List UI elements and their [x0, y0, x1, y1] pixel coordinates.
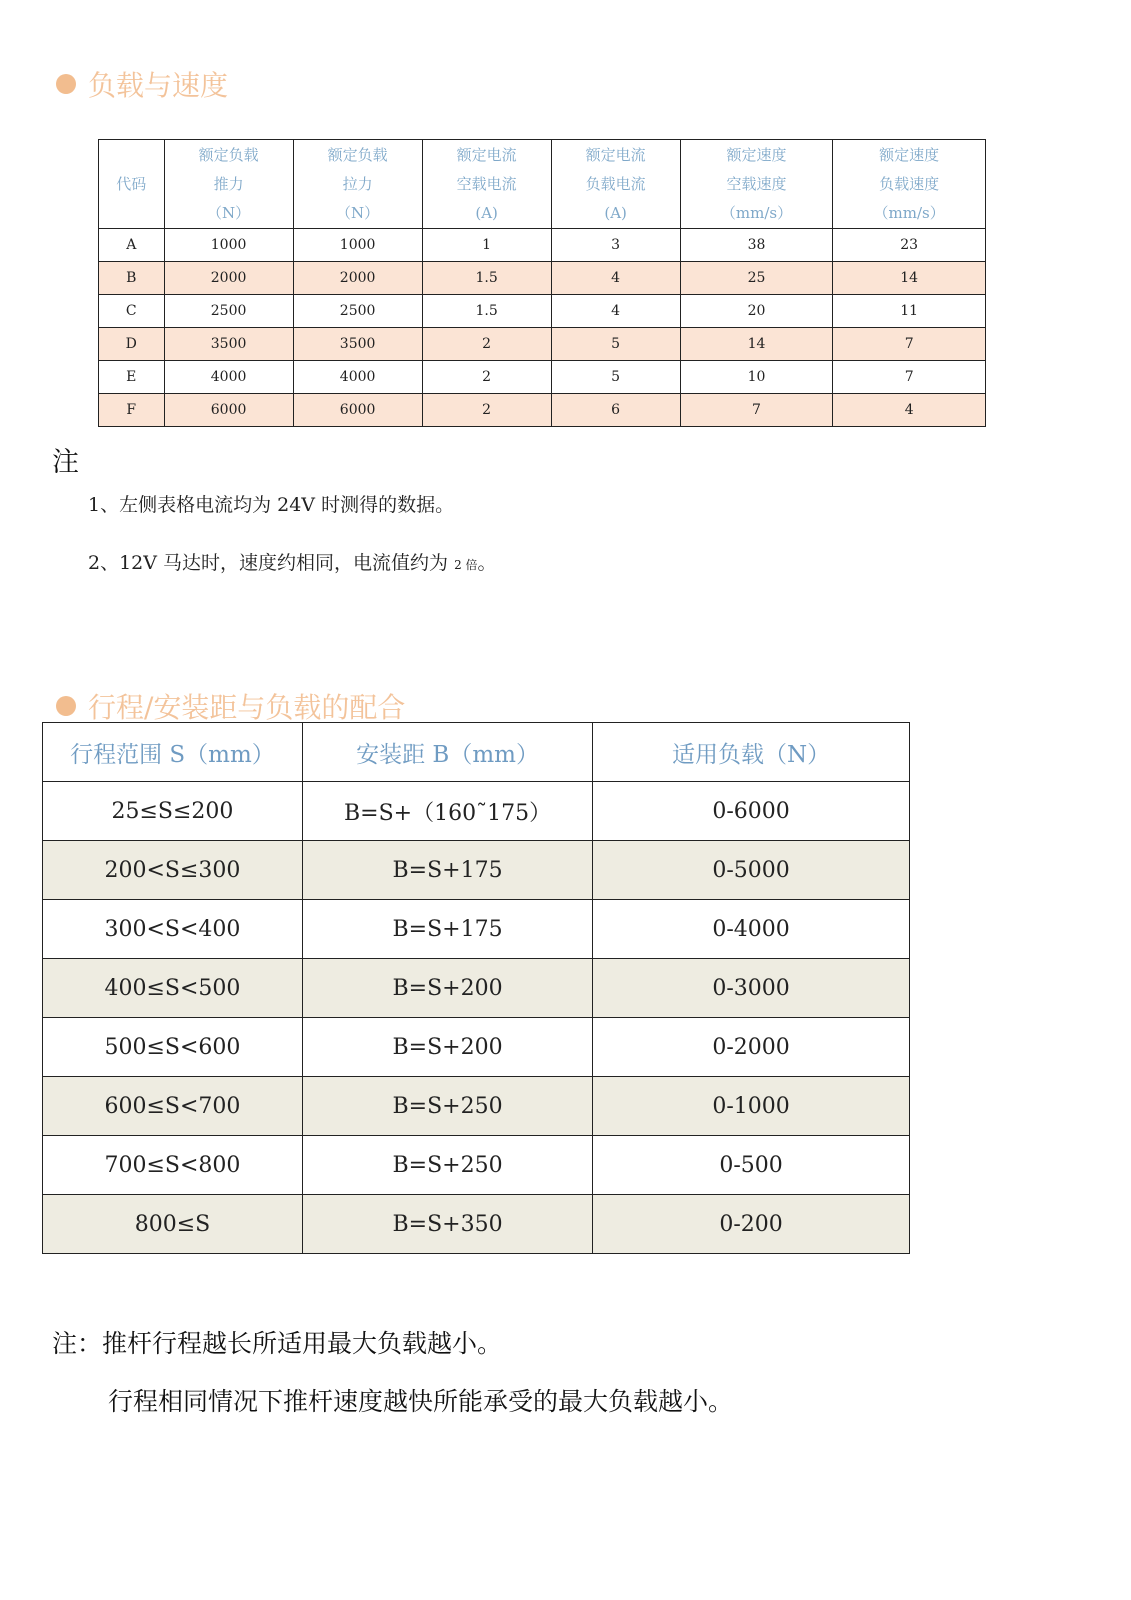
table-cell: 3500	[293, 328, 422, 361]
table-cell: B=S+250	[302, 1077, 592, 1136]
table-row	[43, 900, 910, 959]
table-cell: 11	[833, 295, 986, 328]
table-header-cell	[164, 140, 293, 229]
header-line: 额定速度	[726, 145, 787, 164]
header-line: 负载电流	[585, 174, 646, 193]
table-row	[99, 394, 986, 427]
table-row	[43, 1018, 910, 1077]
table-cell: 20	[680, 295, 833, 328]
table-cell: 200<S≤300	[43, 841, 303, 900]
table-cell: 4	[833, 394, 986, 427]
header-line: 额定电流	[456, 145, 517, 164]
header-line: （N）	[207, 203, 251, 222]
table-cell: 14	[680, 328, 833, 361]
header-line: 空载电流	[456, 174, 517, 193]
table-cell: 23	[833, 229, 986, 262]
note-heading: 注	[52, 447, 79, 478]
table-row	[43, 1077, 910, 1136]
table-row	[99, 229, 986, 262]
table-cell: 2000	[293, 262, 422, 295]
section-title-text: 行程/安装距与负载的配合	[88, 691, 406, 724]
table-cell: 0-1000	[593, 1077, 910, 1136]
table-cell: 500≤S<600	[43, 1018, 303, 1077]
header-line: 代码	[116, 174, 147, 193]
table-cell: B=S+175	[302, 900, 592, 959]
table-cell: 800≤S	[43, 1195, 303, 1254]
table-cell: 0-5000	[593, 841, 910, 900]
table-row	[99, 328, 986, 361]
table-cell: 5	[551, 328, 680, 361]
table-cell: 3	[551, 229, 680, 262]
header-line: （mm/s）	[873, 203, 945, 222]
header-line: 额定负载	[327, 145, 388, 164]
table-row	[99, 295, 986, 328]
table-cell: C	[99, 295, 165, 328]
bottom-note-line-1: 注：推杆行程越长所适用最大负载越小。	[52, 1329, 503, 1358]
table-header-row	[43, 723, 910, 782]
section-title-load-speed	[56, 64, 228, 104]
table-cell: 1	[422, 229, 551, 262]
table-cell: 7	[833, 361, 986, 394]
table-cell: 0-2000	[593, 1018, 910, 1077]
header-line: （N）	[336, 203, 380, 222]
bullet-dot-icon	[56, 696, 76, 716]
table-cell: B=S+350	[302, 1195, 592, 1254]
table-cell: 2	[422, 394, 551, 427]
note-line-2-end: 。	[477, 552, 497, 574]
table-cell: 3500	[164, 328, 293, 361]
table-cell: 0-4000	[593, 900, 910, 959]
header-line: 拉力	[342, 174, 373, 193]
table-cell: 14	[833, 262, 986, 295]
table-header-cell	[833, 140, 986, 229]
table-cell: 1.5	[422, 262, 551, 295]
table-cell: 4	[551, 295, 680, 328]
table-cell: 38	[680, 229, 833, 262]
header-line: 负载速度	[879, 174, 940, 193]
table-cell: 25≤S≤200	[43, 782, 303, 841]
table-cell: 25	[680, 262, 833, 295]
table-cell: 6	[551, 394, 680, 427]
table-cell: E	[99, 361, 165, 394]
table-header-cell	[422, 140, 551, 229]
section-title-text: 负载与速度	[88, 69, 229, 102]
table-cell: 2000	[164, 262, 293, 295]
table-cell: 7	[833, 328, 986, 361]
table-cell: 7	[680, 394, 833, 427]
table-cell: 2	[422, 328, 551, 361]
table-cell: 4000	[293, 361, 422, 394]
table-row	[99, 361, 986, 394]
header-line: 推力	[213, 174, 244, 193]
table-cell: 10	[680, 361, 833, 394]
table-row	[43, 1195, 910, 1254]
table-row	[99, 262, 986, 295]
table-cell: 0-3000	[593, 959, 910, 1018]
table-cell: 2	[422, 361, 551, 394]
table-header-cell: 安装距 B（mm）	[302, 723, 592, 782]
table-row	[43, 1136, 910, 1195]
table-cell: F	[99, 394, 165, 427]
table-cell: B=S+175	[302, 841, 592, 900]
note-line-2	[88, 548, 497, 575]
table-row	[43, 959, 910, 1018]
table-cell: 5	[551, 361, 680, 394]
note-line-2-small: 2 倍	[454, 558, 478, 572]
table-cell: 0-6000	[593, 782, 910, 841]
table-cell: 0-500	[593, 1136, 910, 1195]
table-cell: 300<S<400	[43, 900, 303, 959]
header-line: 额定负载	[198, 145, 259, 164]
load-speed-table	[98, 139, 986, 427]
header-line: (A)	[604, 203, 627, 222]
table-header-row	[99, 140, 986, 229]
bullet-dot-icon	[56, 74, 76, 94]
table-header-cell	[293, 140, 422, 229]
header-line: 额定速度	[879, 145, 940, 164]
table-cell: 1.5	[422, 295, 551, 328]
table-cell: 2500	[293, 295, 422, 328]
header-line: 额定电流	[585, 145, 646, 164]
header-line: 空载速度	[726, 174, 787, 193]
table-header-cell	[551, 140, 680, 229]
table-row	[43, 782, 910, 841]
section-title-stroke-load	[56, 686, 405, 726]
table-cell: 0-200	[593, 1195, 910, 1254]
table-cell: A	[99, 229, 165, 262]
table-cell: B=S+250	[302, 1136, 592, 1195]
table-row	[43, 841, 910, 900]
table-cell: 1000	[164, 229, 293, 262]
table-cell: 6000	[293, 394, 422, 427]
table-cell: B=S+200	[302, 959, 592, 1018]
table-cell: 4	[551, 262, 680, 295]
table-cell: B	[99, 262, 165, 295]
bottom-note-line-2: 行程相同情况下推杆速度越快所能承受的最大负载越小。	[108, 1387, 734, 1416]
note-line-1: 1、左侧表格电流均为 24V 时测得的数据。	[88, 494, 455, 516]
header-line: (A)	[475, 203, 498, 222]
table-cell: B=S+200	[302, 1018, 592, 1077]
header-line: （mm/s）	[720, 203, 793, 222]
stroke-load-table	[42, 722, 910, 1254]
table-cell: 600≤S<700	[43, 1077, 303, 1136]
table-header-cell: 适用负载（N）	[593, 723, 910, 782]
table-cell: B=S+（160˜175）	[302, 782, 592, 841]
table-cell: 6000	[164, 394, 293, 427]
table-cell: 2500	[164, 295, 293, 328]
table-cell: 4000	[164, 361, 293, 394]
table-cell: 700≤S<800	[43, 1136, 303, 1195]
table-header-cell	[680, 140, 833, 229]
table-header-cell: 行程范围 S（mm）	[43, 723, 303, 782]
table-cell: 1000	[293, 229, 422, 262]
note-line-2-main: 2、12V 马达时，速度约相同，电流值约为	[88, 552, 449, 574]
table-header-cell	[99, 140, 165, 229]
table-cell: D	[99, 328, 165, 361]
table-cell: 400≤S<500	[43, 959, 303, 1018]
